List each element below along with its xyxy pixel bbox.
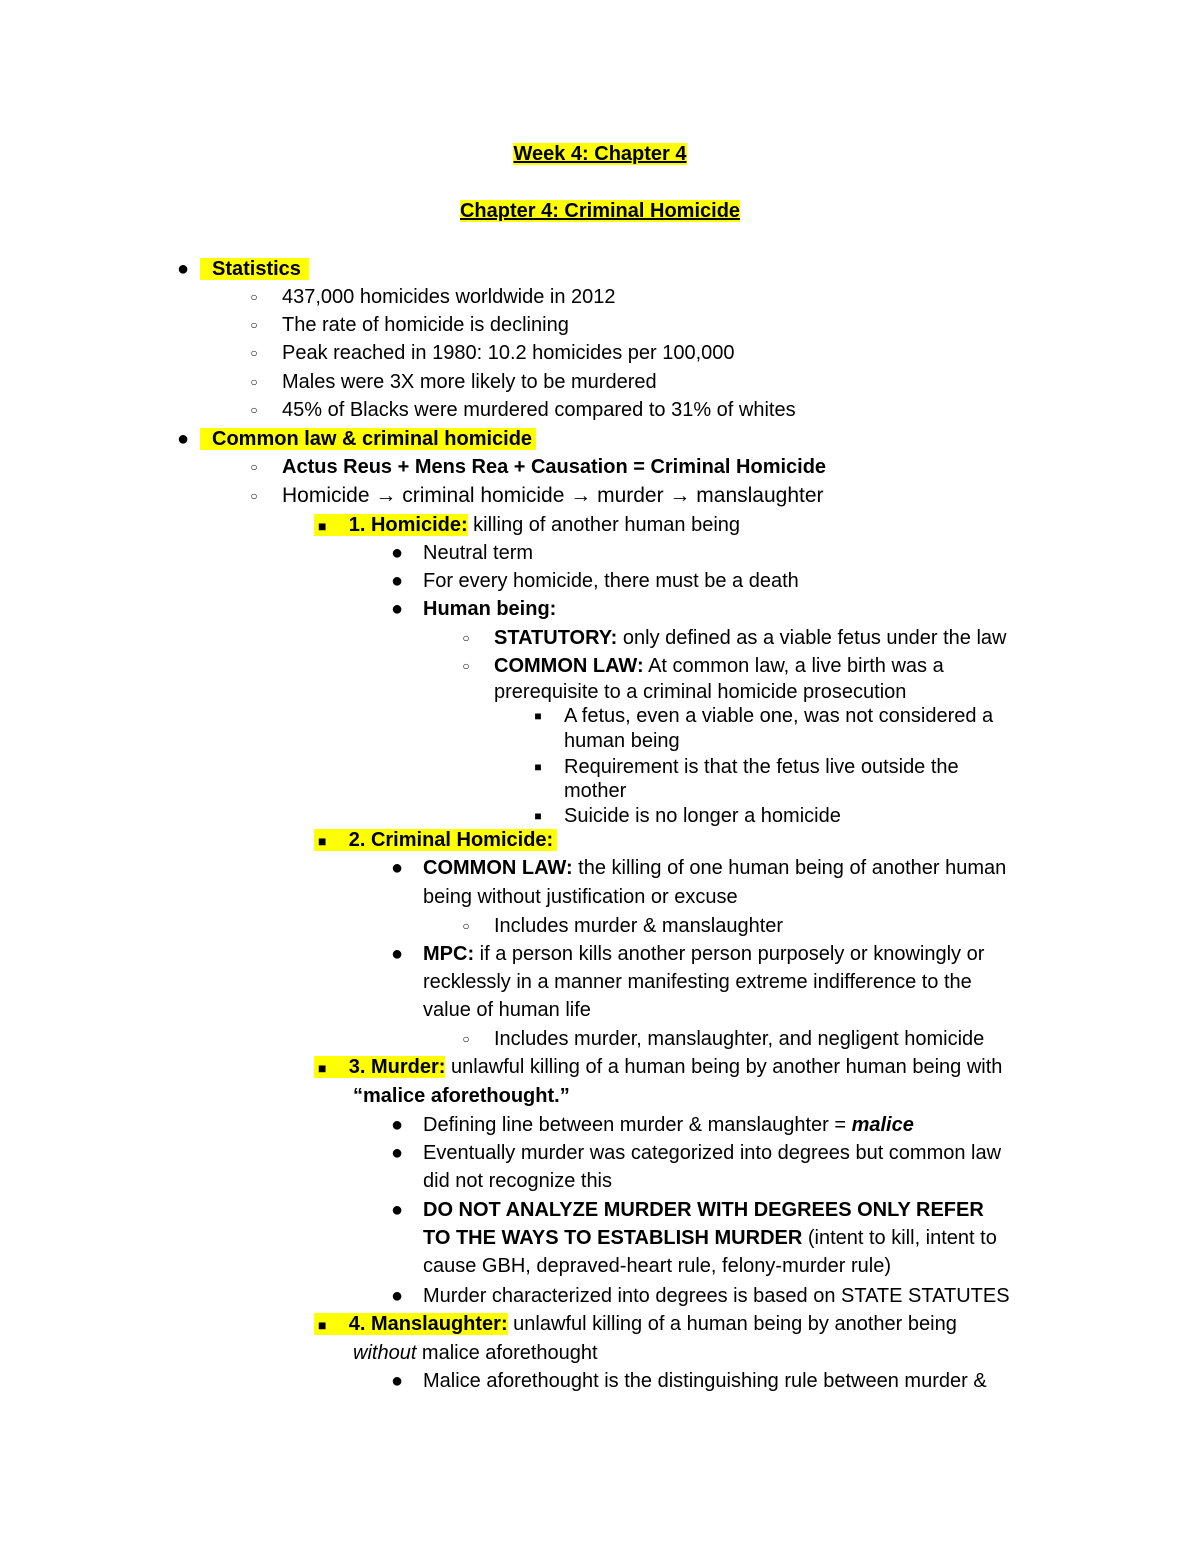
bullet-l4: ●	[390, 570, 404, 592]
murder-item-cont: cause GBH, depraved-heart rule, felony-murder rule)	[423, 1255, 891, 1277]
bullet-l2: ○	[462, 631, 470, 645]
bullet-l4: ●	[390, 943, 404, 965]
fetus-item: A fetus, even a viable one, was not considered a	[564, 705, 994, 727]
bullet-l2: ○	[250, 375, 258, 389]
homicide-chain: Homicide → criminal homicide → murder → manslaughter	[282, 484, 824, 507]
bullet-l4: ●	[390, 857, 404, 879]
ch-common-law-cont: being without justification or excuse	[423, 886, 738, 908]
bullet-l4: ●	[390, 1114, 404, 1136]
common-law-line: COMMON LAW: At common law, a live birth was a	[494, 655, 944, 677]
suicide-item: Suicide is no longer a homicide	[564, 805, 841, 827]
stat-item: 45% of Blacks were murdered compared to 31% of whites	[282, 399, 796, 421]
murder-item: DO NOT ANALYZE MURDER WITH DEGREES ONLY REFER	[423, 1199, 984, 1221]
statutory-line: STATUTORY: only defined as a viable fetus under the law	[494, 627, 1007, 649]
fetus-item: Requirement is that the fetus live outside the	[564, 756, 959, 778]
ch-mpc-cont: recklessly in a manner manifesting extreme indifference to the	[423, 971, 972, 993]
bullet-l4: ●	[390, 1142, 404, 1164]
ch-cl-sub: Includes murder & manslaughter	[494, 915, 784, 937]
ch-mpc-cont: value of human life	[423, 999, 591, 1021]
stat-item: 437,000 homicides worldwide in 2012	[282, 286, 616, 308]
human-being-label: Human being:	[423, 598, 557, 620]
bullet-l3: ■	[534, 709, 542, 723]
criminal-homicide-line: ■ 2. Criminal Homicide:	[314, 827, 557, 854]
bullet-l2: ○	[250, 460, 258, 474]
bullet-l1: ●	[176, 258, 190, 280]
bullet-l2: ○	[462, 1032, 470, 1046]
bullet-l4: ●	[390, 1285, 404, 1307]
murder-item: Murder characterized into degrees is based on STATE STATUTES	[423, 1285, 1010, 1307]
bullet-l4: ●	[390, 1199, 404, 1221]
stat-item: Males were 3X more likely to be murdered	[282, 371, 657, 393]
stat-item: Peak reached in 1980: 10.2 homicides per 100,000	[282, 342, 735, 364]
manslaughter-line: ■ 4. Manslaughter: unlawful killing of a human being by another being	[314, 1311, 957, 1338]
bullet-l2: ○	[250, 403, 258, 417]
bullet-l2: ○	[462, 919, 470, 933]
murder-item: Eventually murder was categorized into degrees but common law	[423, 1142, 1002, 1164]
ch-mpc: MPC: if a person kills another person purposely or knowingly or	[423, 943, 985, 965]
fetus-item-cont: human being	[564, 730, 680, 752]
bullet-l2: ○	[250, 318, 258, 332]
bullet-l4: ●	[390, 1370, 404, 1392]
bullet-l2: ○	[250, 346, 258, 360]
bullet-l3: ■	[534, 809, 542, 823]
chapter-title: Chapter 4: Criminal Homicide	[459, 200, 741, 222]
manslaughter-item: Malice aforethought is the distinguishing rule between murder &	[423, 1370, 987, 1392]
murder-line-cont: “malice aforethought.”	[353, 1085, 570, 1107]
formula: Actus Reus + Mens Rea + Causation = Criminal Homicide	[282, 456, 827, 478]
ch-mpc-sub: Includes murder, manslaughter, and negligent homicide	[494, 1028, 985, 1050]
murder-line: ■ 3. Murder: unlawful killing of a human being by another human being with	[314, 1054, 1002, 1081]
stat-item: The rate of homicide is declining	[282, 314, 569, 336]
fetus-item-cont: mother	[564, 780, 627, 802]
bullet-l2: ○	[462, 659, 470, 673]
murder-item-cont: TO THE WAYS TO ESTABLISH MURDER (intent to kill, intent to	[423, 1227, 997, 1249]
bullet-l4: ●	[390, 598, 404, 620]
bullet-l4: ●	[390, 542, 404, 564]
week-title: Week 4: Chapter 4	[513, 143, 687, 165]
murder-item-cont: did not recognize this	[423, 1170, 613, 1192]
ch-common-law: COMMON LAW: the killing of one human being of another human	[423, 857, 1007, 879]
manslaughter-line-cont: without malice aforethought	[353, 1342, 598, 1364]
bullet-l1: ●	[176, 428, 190, 450]
statistics-heading: Statistics	[200, 256, 309, 282]
murder-item: Defining line between murder & manslaughter = malice	[423, 1114, 914, 1136]
homicide-item: Neutral term	[423, 542, 534, 564]
homicide-item: For every homicide, there must be a death	[423, 570, 799, 592]
homicide-line: ■ 1. Homicide: killing of another human being	[314, 512, 740, 539]
bullet-l3: ■	[534, 760, 542, 774]
bullet-l2: ○	[250, 290, 258, 304]
bullet-l2: ○	[250, 489, 258, 503]
common-law-heading: Common law & criminal homicide	[200, 426, 536, 452]
common-law-line-cont: prerequisite to a criminal homicide prosecution	[494, 681, 907, 703]
